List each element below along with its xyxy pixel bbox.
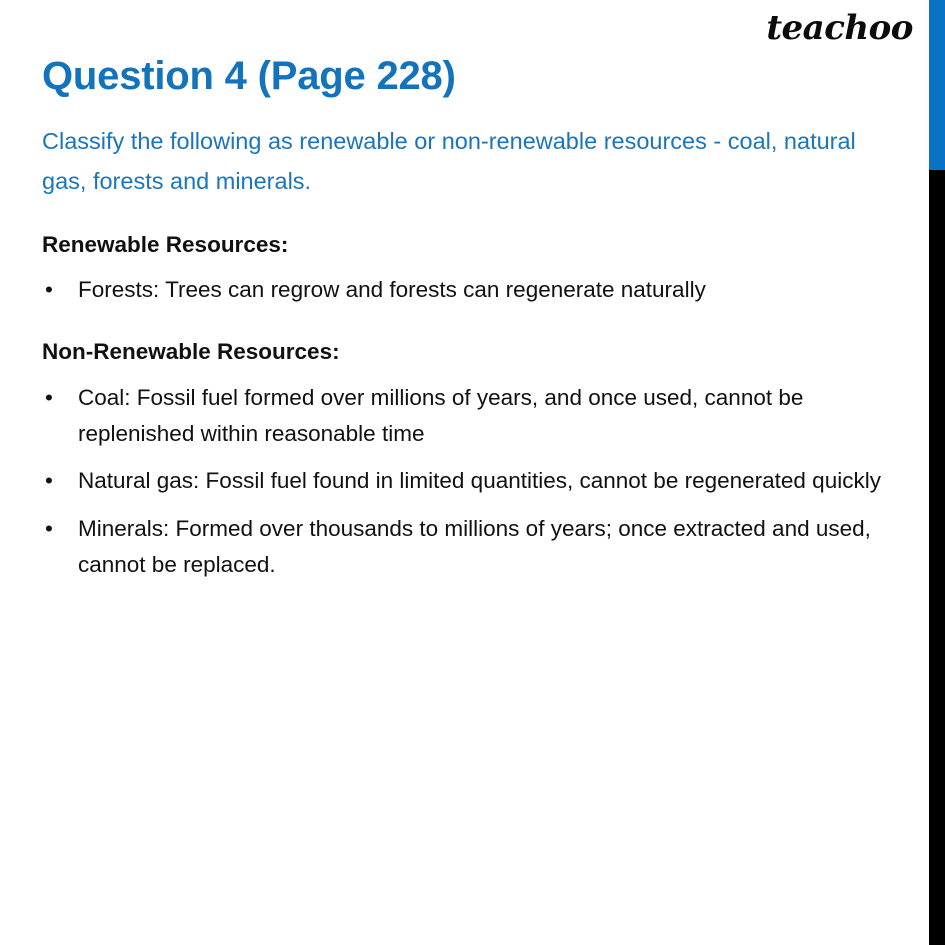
list-item bbox=[42, 261, 902, 308]
bullet-dot-icon: • bbox=[45, 277, 53, 303]
bullet-list-renewable bbox=[42, 261, 902, 308]
list-item bbox=[42, 369, 902, 453]
list-item-text: Natural gas: Fossil fuel found in limited quantities, cannot be regenerated quickly bbox=[78, 468, 881, 494]
bullet-dot-icon: • bbox=[45, 384, 53, 410]
teachoo-logo: teachoo bbox=[766, 8, 913, 48]
right-edge-blue-stripe bbox=[929, 0, 945, 170]
answer-section-renewable bbox=[42, 202, 902, 309]
bullet-dot-icon: • bbox=[45, 468, 53, 494]
slide-content bbox=[42, 0, 902, 584]
list-item-text: Forests: Trees can regrow and forests can regenerate naturally bbox=[78, 277, 706, 303]
section-heading-non-renewable: Non-Renewable Resources: bbox=[42, 338, 340, 364]
answer-section-non-renewable bbox=[42, 309, 902, 584]
right-edge-black-stripe bbox=[929, 170, 945, 945]
bullet-dot-icon: • bbox=[45, 515, 53, 541]
bullet-list-non-renewable bbox=[42, 369, 902, 584]
list-item-text: Minerals: Formed over thousands to millions of years; once extracted and used, cannot be replaced. bbox=[78, 515, 871, 578]
list-item-text: Coal: Fossil fuel formed over millions of years, and once used, cannot be replenished within reasonable time bbox=[78, 384, 804, 446]
section-heading-renewable: Renewable Resources: bbox=[42, 231, 289, 257]
list-item bbox=[42, 452, 902, 499]
question-statement: Classify the following as renewable or non-renewable resources - coal, natural gas, forests and minerals. bbox=[42, 127, 856, 195]
page-title: Question 4 (Page 228) bbox=[42, 54, 456, 98]
list-item bbox=[42, 500, 902, 584]
